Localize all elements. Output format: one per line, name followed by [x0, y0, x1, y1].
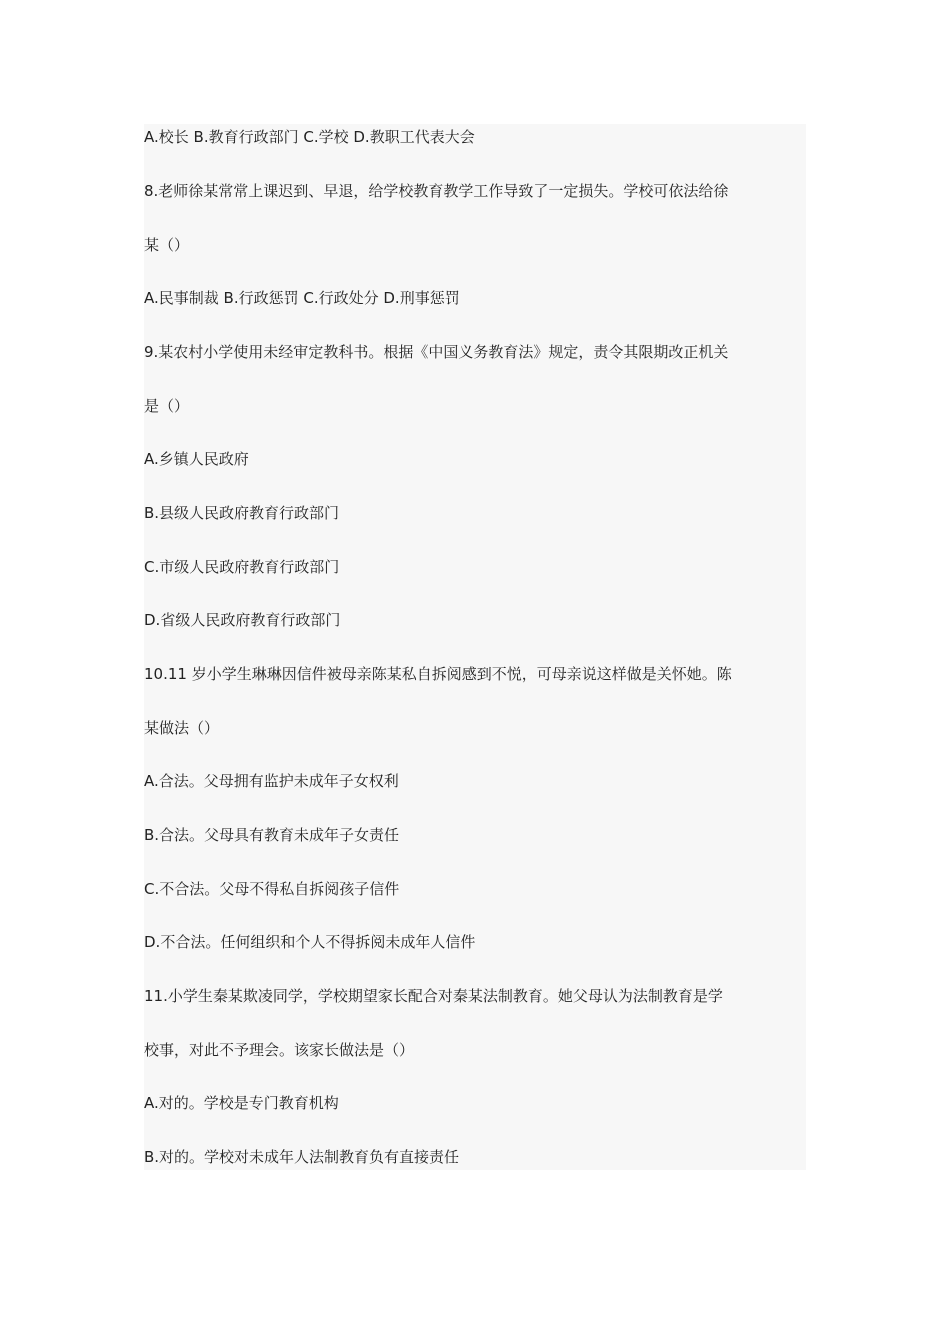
question-10-line-2: 某做法（） — [144, 719, 220, 737]
question-9-line-1: 9.某农村小学使用未经审定教科书。根据《中国义务教育法》规定，责令其限期改正机关 — [144, 343, 729, 361]
question-11-line-1: 11.小学生秦某欺凌同学，学校期望家长配合对秦某法制教育。她父母认为法制教育是学 — [144, 987, 723, 1005]
option-line-q7: A.校长 B.教育行政部门 C.学校 D.教职工代表大会 — [144, 128, 475, 146]
option-q11-b: B.对的。学校对未成年人法制教育负有直接责任 — [144, 1148, 460, 1166]
option-q9-d: D.省级人民政府教育行政部门 — [144, 611, 341, 629]
question-9-line-2: 是（） — [144, 397, 190, 415]
option-q10-a: A.合法。父母拥有监护未成年子女权利 — [144, 772, 399, 790]
question-10-line-1: 10.11 岁小学生琳琳因信件被母亲陈某私自拆阅感到不悦，可母亲说这样做是关怀她。陈 — [144, 665, 732, 683]
option-q9-c: C.市级人民政府教育行政部门 — [144, 558, 340, 576]
option-q10-b: B.合法。父母具有教育未成年子女责任 — [144, 826, 400, 844]
question-11-line-2: 校事，对此不予理会。该家长做法是（） — [144, 1041, 415, 1059]
option-q11-a: A.对的。学校是专门教育机构 — [144, 1094, 339, 1112]
document-text-block — [144, 124, 806, 1170]
question-8-line-1: 8.老师徐某常常上课迟到、早退，给学校教育教学工作导致了一定损失。学校可依法给徐 — [144, 182, 729, 200]
option-q10-d: D.不合法。任何组织和个人不得拆阅未成年人信件 — [144, 933, 476, 951]
option-line-q8: A.民事制裁 B.行政惩罚 C.行政处分 D.刑事惩罚 — [144, 289, 460, 307]
option-q9-b: B.县级人民政府教育行政部门 — [144, 504, 340, 522]
option-q9-a: A.乡镇人民政府 — [144, 450, 249, 468]
question-8-line-2: 某（） — [144, 236, 190, 254]
option-q10-c: C.不合法。父母不得私自拆阅孩子信件 — [144, 880, 400, 898]
